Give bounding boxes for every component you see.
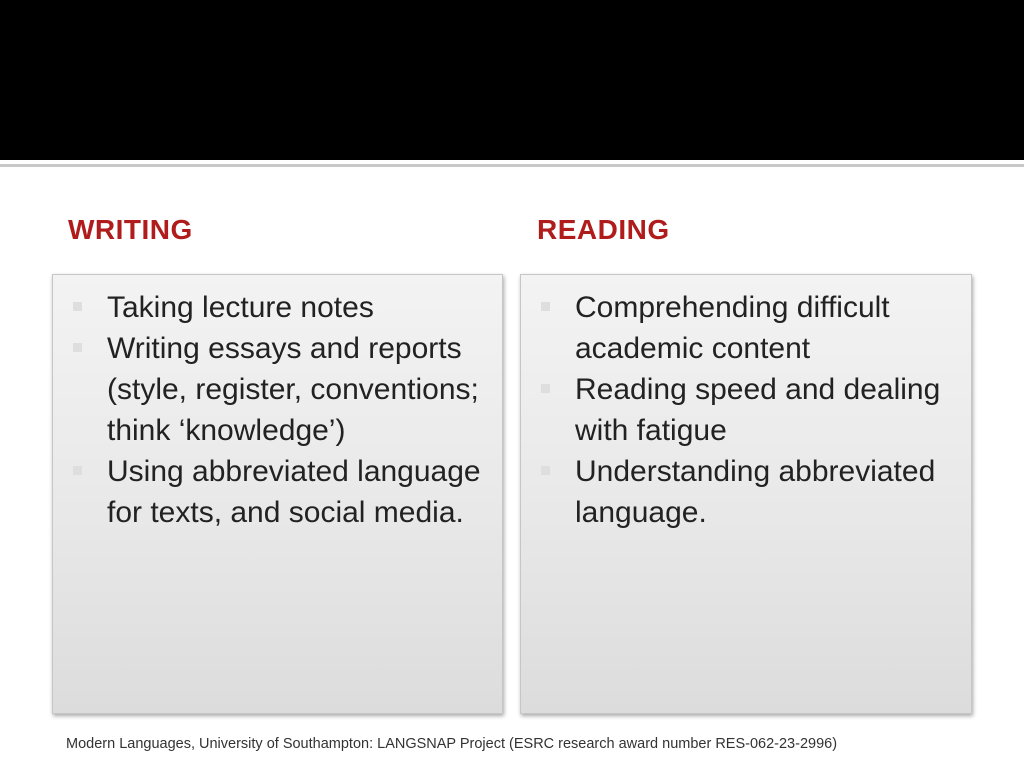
writing-item-text: Writing essays and reports (style, register, conventions; think ‘knowledge’) — [107, 332, 479, 447]
square-bullet-icon — [73, 302, 82, 311]
writing-item — [53, 451, 492, 533]
writing-panel — [52, 274, 503, 714]
reading-item-text: Understanding abbreviated language. — [575, 455, 936, 529]
writing-item — [53, 328, 492, 451]
square-bullet-icon — [541, 384, 550, 393]
square-bullet-icon — [541, 466, 550, 475]
reading-heading: READING — [537, 214, 670, 245]
reading-item — [521, 369, 961, 451]
title-band — [0, 0, 1024, 160]
reading-item — [521, 287, 961, 369]
writing-heading: WRITING — [68, 214, 193, 245]
reading-item-text: Reading speed and dealing with fatigue — [575, 373, 941, 447]
title-divider — [0, 164, 1024, 167]
square-bullet-icon — [73, 343, 82, 352]
footer-credit: Modern Languages, University of Southampton: LANGSNAP Project (ESRC research award number RES-062-23-2996) — [66, 736, 838, 752]
writing-item — [53, 287, 492, 328]
writing-item-text: Taking lecture notes — [107, 291, 374, 324]
square-bullet-icon — [73, 466, 82, 475]
writing-item-text: Using abbreviated language for texts, and social media. — [107, 455, 481, 529]
reading-bullet-list — [521, 275, 971, 533]
reading-panel — [520, 274, 972, 714]
square-bullet-icon — [541, 302, 550, 311]
reading-item-text: Comprehending difficult academic content — [575, 291, 890, 365]
writing-bullet-list — [53, 275, 502, 533]
reading-item — [521, 451, 961, 533]
